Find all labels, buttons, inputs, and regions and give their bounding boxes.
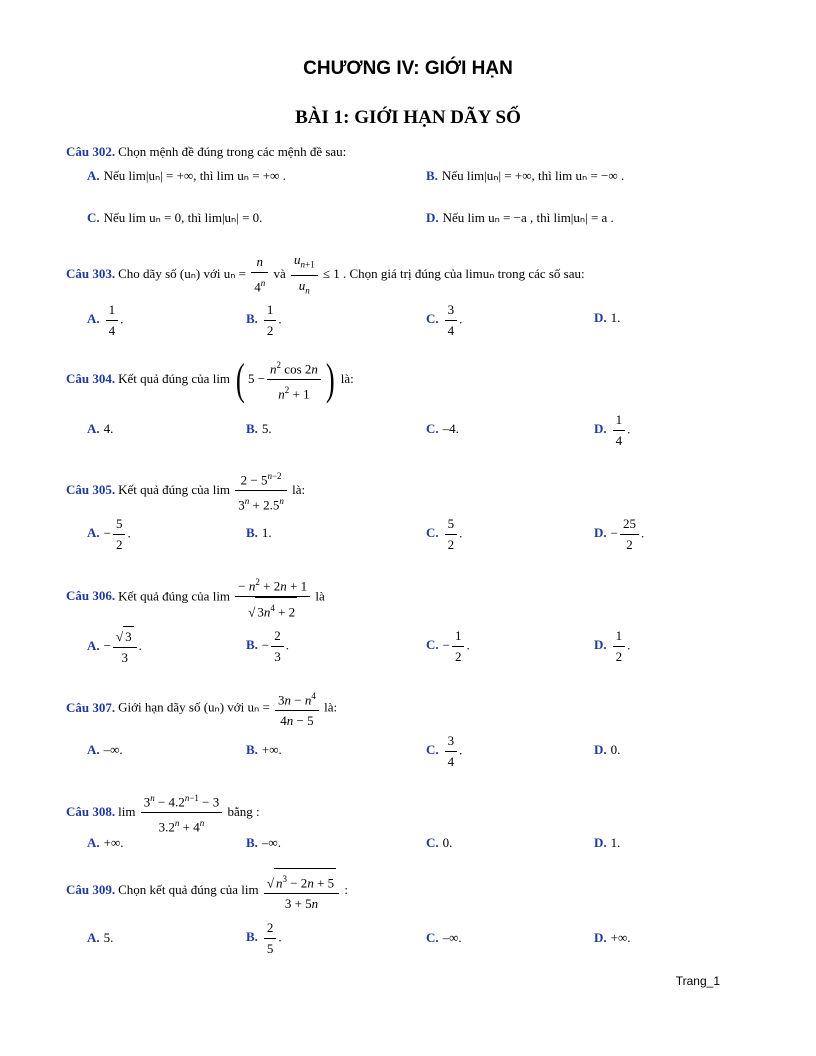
option-a: A. − $\frac{√ 3}{3}$ .	[87, 626, 142, 668]
question-text: Chọn mệnh đề đúng trong các mệnh đề sau:	[118, 144, 347, 159]
question-305: Câu 305. Kết quả đúng của lim $\frac{2 - 5^{n-2}}{3^n + 2.5^n}$ là:	[66, 466, 305, 516]
option-c: C. $\frac{5}{2}$ .	[426, 516, 463, 552]
option-b: B. +∞.	[246, 742, 282, 757]
option-b: B. $\frac{2}{5}$ .	[246, 920, 282, 956]
option-a: A. 5.	[87, 930, 114, 945]
option-c: C. Nếu lim uₙ = 0, thì lim|uₙ| = 0.	[87, 210, 263, 225]
option-c: C. − $\frac{1}{2}$ .	[426, 628, 470, 664]
option-c: C. $\frac{3}{4}$ .	[426, 302, 463, 338]
option-a: A. –∞.	[87, 742, 123, 757]
question-302	[66, 144, 346, 160]
option-c: C. –∞.	[426, 930, 462, 945]
option-b: B. –∞.	[246, 835, 281, 850]
option-b: B. 5.	[246, 421, 272, 436]
question-306: Câu 306. Kết quả đúng của lim $\frac{- n^2 + 2n + 1}{√ 3n^4 + 2}$ là	[66, 572, 325, 623]
chapter-title: CHƯƠNG IV: GIỚI HẠN	[303, 58, 513, 79]
option-a: A. Nếu lim|uₙ| = +∞, thì lim uₙ = +∞ .	[87, 168, 286, 183]
option-d: D. 1.	[594, 835, 621, 850]
option-b: B. − $\frac{2}{3}$ .	[246, 628, 290, 664]
option-c: C. $\frac{3}{4}$ .	[426, 733, 463, 769]
question-label: Câu 302.	[66, 144, 116, 159]
option-d: D. 0.	[594, 742, 621, 757]
option-b: B. $\frac{1}{2}$ .	[246, 302, 282, 338]
option-d: D. − $\frac{25}{2}$ .	[594, 516, 645, 552]
question-307: Câu 307. Giới hạn dãy số (uₙ) với uₙ = $\frac{3n - n^4}{4n - 5}$ là:	[66, 686, 337, 731]
option-d: D. $\frac{1}{4}$ .	[594, 412, 631, 448]
option-b: B. Nếu lim|uₙ| = +∞, thì lim uₙ = −∞ .	[426, 168, 625, 183]
option-c: C. –4.	[426, 421, 459, 436]
option-a: A. 4.	[87, 421, 114, 436]
question-303: Câu 303. Cho dãy số (uₙ) với uₙ = $\frac{n}{4^n}$ và $\frac{u_{n+1}}{u_n}$ ≤ 1 . Chọn giá trị đúng của limuₙ trong các số sau:	[66, 252, 585, 296]
option-d: D. $\frac{1}{2}$ .	[594, 628, 631, 664]
option-c: C. 0.	[426, 835, 453, 850]
question-304: Câu 304. Kết quả đúng của lim ( 5 − $\frac{n^2 \cos 2n}{n^2 + 1}$ ) là:	[66, 354, 354, 404]
question-309: Câu 309. Chọn kết quả đúng của lim $\frac{√ n^3 - 2n + 5}{3 + 5n}$ :	[66, 868, 348, 914]
option-d: D. Nếu lim uₙ = −a , thì lim|uₙ| = a .	[426, 210, 614, 225]
option-a: A. +∞.	[87, 835, 124, 850]
lesson-title: BÀI 1: GIỚI HẠN DÃY SỐ	[295, 107, 521, 128]
option-d: D. +∞.	[594, 930, 631, 945]
question-308: Câu 308. lim $\frac{3^n - 4.2^{n-1} - 3}{3.2^n + 4^n}$ bằng :	[66, 788, 260, 838]
option-d: D. 1.	[594, 310, 621, 325]
option-a: A. $\frac{1}{4}$ .	[87, 302, 124, 338]
option-a: A. − $\frac{5}{2}$ .	[87, 516, 131, 552]
page-number: Trang_1	[675, 974, 720, 988]
option-b: B. 1.	[246, 525, 272, 540]
